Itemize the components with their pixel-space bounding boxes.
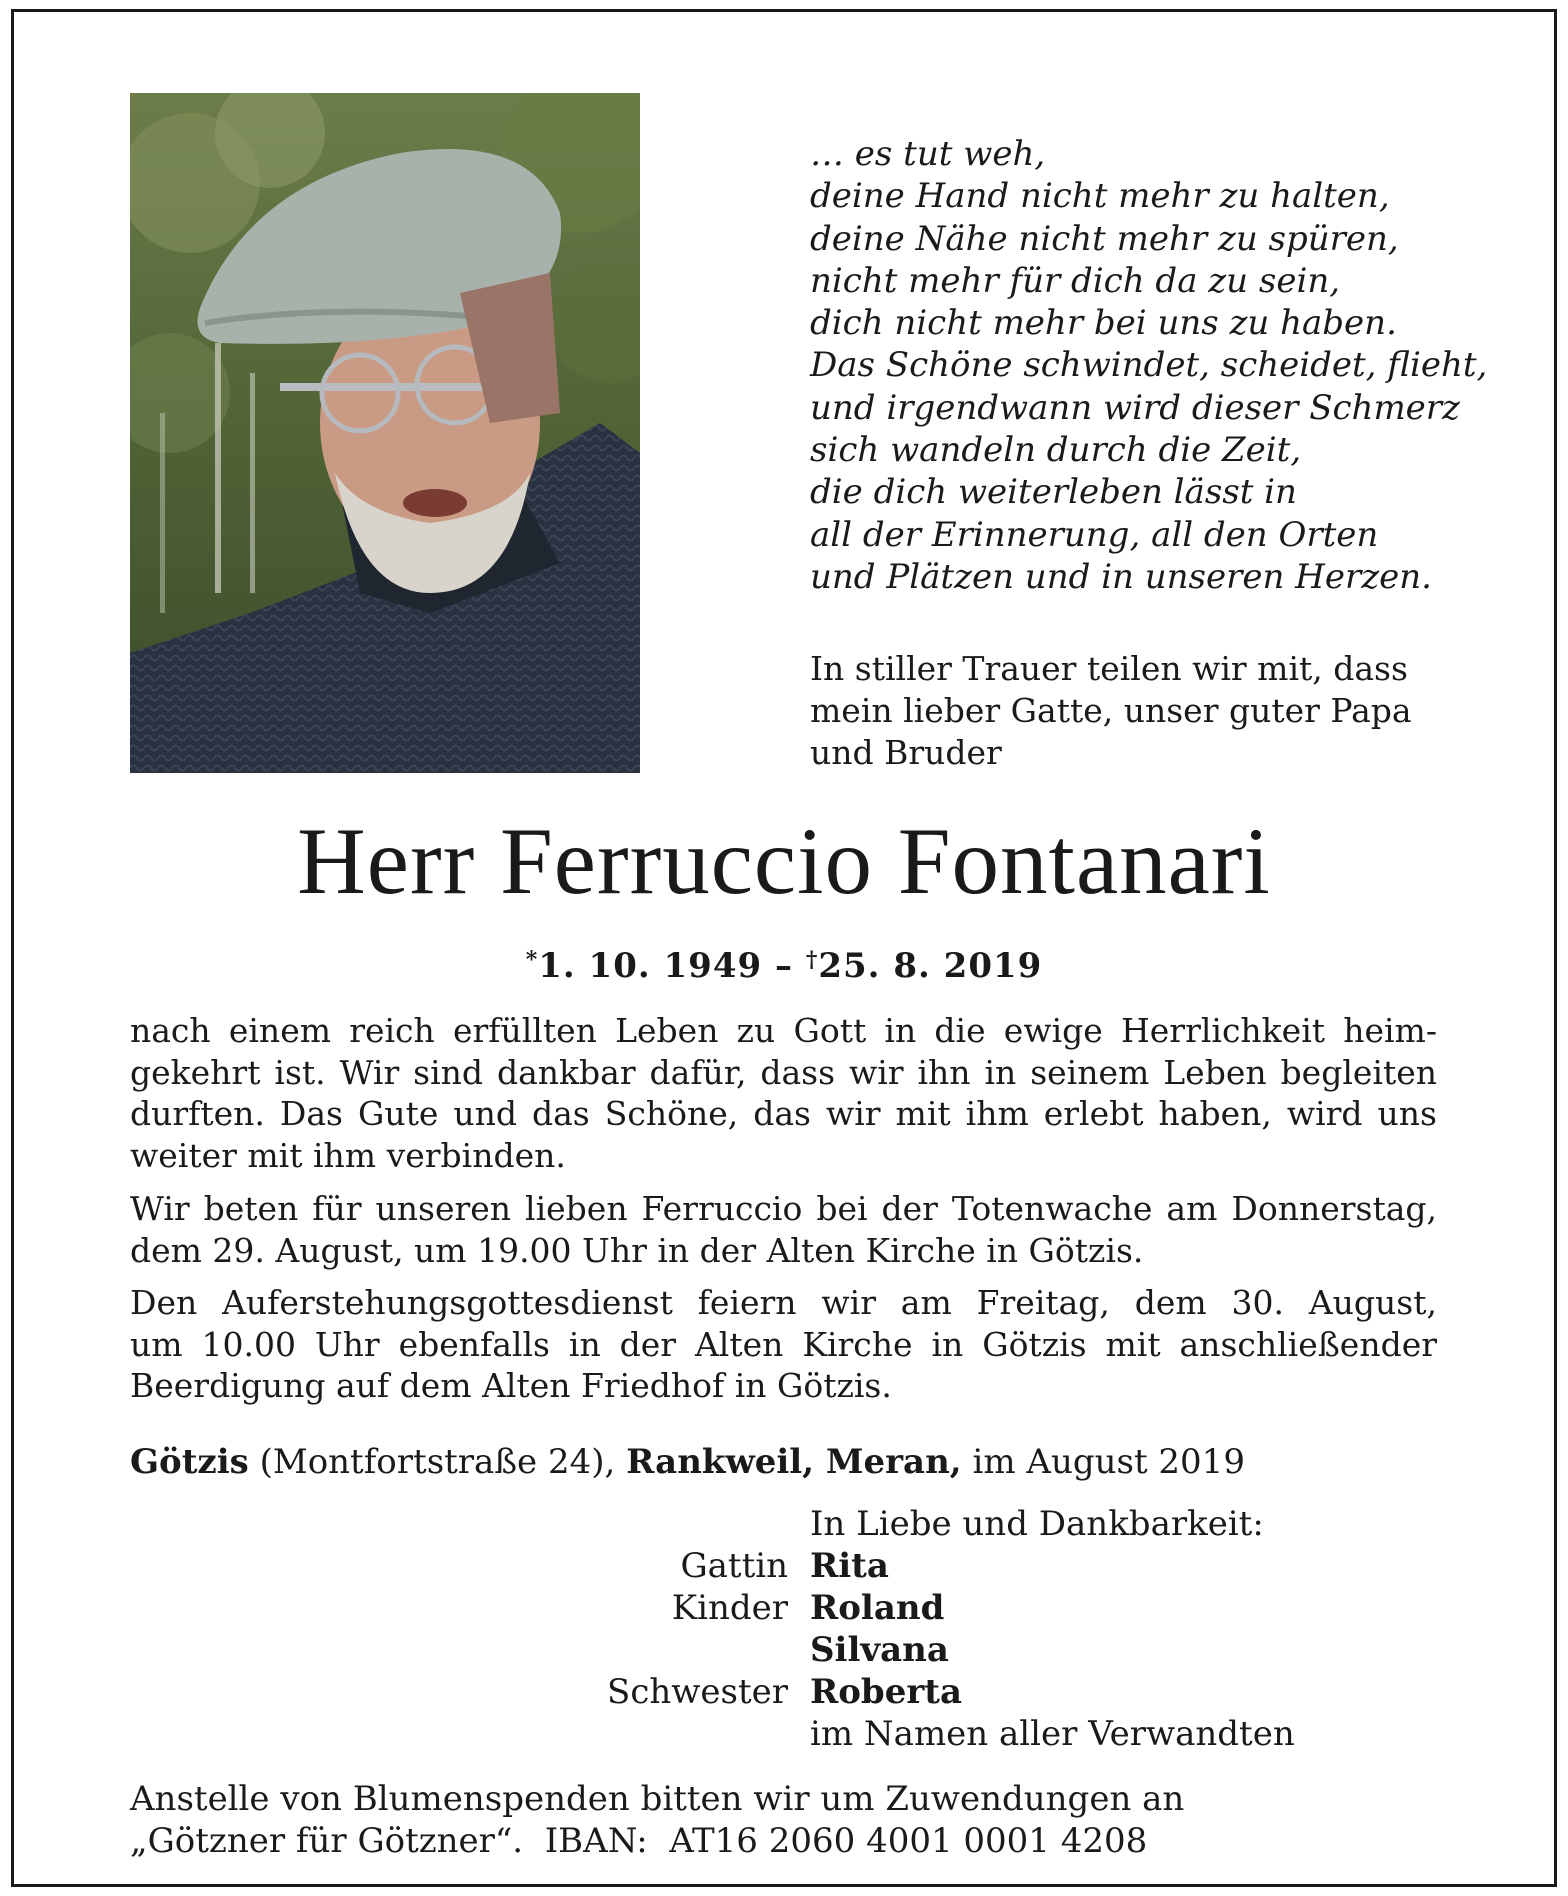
portrait-photo [130, 93, 640, 773]
poem-line: deine Hand nicht mehr zu halten, [810, 176, 1390, 217]
paragraph-funeral [130, 1282, 1437, 1407]
paragraph-line: weiter mit ihm verbinden. [130, 1135, 566, 1175]
donation-note [130, 1778, 1184, 1862]
place-date-line [130, 1441, 1245, 1483]
place-town: Götzis [130, 1442, 249, 1482]
paragraph-line: Wir beten für unseren lieben Ferruccio bei der Totenwache am Donnerstag, [130, 1189, 1437, 1228]
mourner-row [0, 1545, 1568, 1587]
poem-line: dich nicht mehr bei uns zu haben. [810, 303, 1397, 344]
paragraph-line: gekehrt ist. Wir sind dankbar dafür, dass wir ihn in seinem Leben begleiten [130, 1052, 1437, 1092]
life-dates [0, 938, 1568, 988]
mourner-name: Rita [810, 1546, 889, 1586]
poem-line: … es tut weh, [810, 134, 1046, 174]
paragraph-line: nach einem reich erfüllten Leben zu Gott in die ewige Herrlichkeit heim- [130, 1011, 1437, 1050]
poem-line: sich wandeln durch die Zeit, [810, 430, 1302, 471]
poem-line: all der Erinnerung, all den Orten [810, 514, 1379, 555]
paragraph-life [130, 1010, 1437, 1176]
mourners-closing: im Namen aller Verwandten [810, 1714, 1295, 1754]
intro-text [810, 648, 1530, 774]
poem-line: die dich weiterleben lässt in [810, 472, 1297, 513]
paragraph-vigil [130, 1188, 1437, 1271]
mourner-relation: Kinder [671, 1588, 788, 1628]
death-symbol: † [805, 947, 819, 973]
poem-line: deine Nähe nicht mehr zu spüren, [810, 218, 1399, 259]
place-address: (Montfortstraße 24), [259, 1442, 616, 1482]
intro-line: In stiller Trauer teilen wir mit, dass [810, 649, 1408, 688]
poem-line: nicht mehr für dich da zu sein, [810, 260, 1341, 301]
mourner-name: Roland [810, 1588, 945, 1628]
death-date: 25. 8. 2019 [818, 946, 1043, 986]
mourner-row [0, 1629, 1568, 1671]
poem [810, 133, 1510, 598]
poem-line: und Plätzen und in unseren Herzen. [810, 556, 1432, 597]
poem-line: und irgendwann wird dieser Schmerz [810, 387, 1460, 428]
place-towns: Rankweil, Meran, [626, 1442, 962, 1482]
mourner-relation: Schwester [607, 1672, 788, 1712]
place-date: im August 2019 [972, 1442, 1245, 1482]
paragraph-line: um 10.00 Uhr ebenfalls in der Alten Kirche in Götzis mit anschließender [130, 1324, 1437, 1364]
paragraph-line: Den Auferstehungsgottesdienst feiern wir am Freitag, dem 30. August, [130, 1283, 1437, 1322]
paragraph-line: dem 29. August, um 19.00 Uhr in der Alten Kirche in Götzis. [130, 1230, 1144, 1270]
mourner-row [0, 1671, 1568, 1713]
deceased-name: Herr Ferruccio Fontanari [297, 808, 1271, 914]
birth-date: 1. 10. 1949 [538, 946, 763, 986]
donation-line: Anstelle von Blumenspenden bitten wir um Zuwendungen an [130, 1779, 1185, 1819]
mourners-heading: In Liebe und Dankbarkeit: [810, 1504, 1264, 1544]
mourners-block [0, 1503, 1568, 1755]
donation-line: „Götzner für Götzner“. IBAN: AT16 2060 4001 0001 4208 [130, 1821, 1148, 1861]
intro-line: mein lieber Gatte, unser guter Papa [810, 691, 1412, 730]
mourner-relation: Gattin [680, 1546, 788, 1586]
birth-symbol: * [525, 947, 539, 973]
paragraph-line: Beerdigung auf dem Alten Friedhof in Götzis. [130, 1366, 892, 1405]
poem-line: Das Schöne schwindet, scheidet, flieht, [810, 345, 1488, 386]
mourner-row [0, 1587, 1568, 1629]
date-dash: – [775, 946, 793, 986]
mourner-name: Silvana [810, 1630, 949, 1670]
mourner-name: Roberta [810, 1672, 962, 1712]
paragraph-line: durften. Das Gute und das Schöne, das wir mit ihm erlebt haben, wird uns [130, 1094, 1437, 1133]
intro-line: und Bruder [810, 733, 1002, 772]
